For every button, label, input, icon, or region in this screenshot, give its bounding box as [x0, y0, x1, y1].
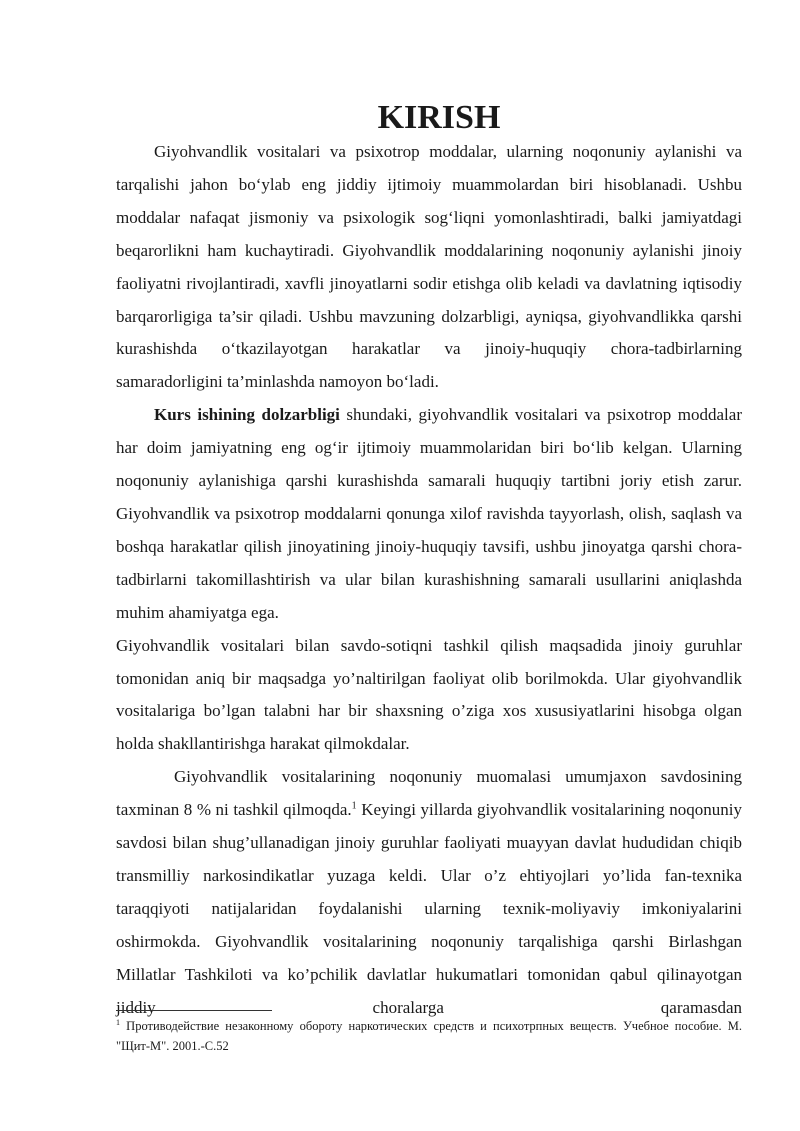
relevance-heading: Kurs ishining dolzarbligi: [154, 405, 340, 425]
footnote-text: Противодействие незаконному обороту наркотических средств и психотрпных веществ. Учебное пособие. М. "Щит-М". 2001.-С.52: [116, 1019, 742, 1053]
paragraph-trade: [116, 761, 742, 1024]
trade-text-b: Keyingi yillarda giyohvandlik vositalarining noqonuniy savdosi bilan shug’ullanadigan jinoiy guruhlar faoliyati muayyan davlat hududidan chiqib transmilliy narkosindikatlar yuzaga keldi. Ular o’z ehtiyojlari yo’lida fan-texnika taraqqiyoti natijalaridan foydalanishi ularning texnik-moliyaviy imkoniyalarini oshirmokda. Giyohvandlik vositalarining noqonuniy tarqalishiga qarshi Birlashgan Millatlar Tashkiloti va ko’pchilik davlatlar hukumatlari tomonidan qabul qilinayotgan jiddiy choralarga qaramasdan: [116, 800, 742, 1017]
paragraph-relevance: [116, 399, 742, 629]
relevance-text: shundaki, giyohvandlik vositalari va psixotrop moddalar har doim jamiyatning eng og‘ir ijtimoiy muammolaridan biri bo‘lib kelgan. Ularning noqonuniy aylanishiga qarshi kurashishda samarali huquqiy tartibni joriy etish zarur. Giyohvandlik va psixotrop moddalarni qonunga xilof ravishda tayyorlash, olish, saqlash va boshqa harakatlar qilish jinoyatining jinoiy-huquqiy tavsifi, ushbu jinoyatga qarshi chora-tadbirlarni takomillashtirish va ular bilan kurashishning samarali usullarini aniqlashda muhim ahamiyatga ega.: [116, 405, 742, 622]
document-body: [116, 100, 742, 1024]
page-title: KIRISH: [377, 99, 501, 136]
footnote-separator: [116, 1010, 272, 1011]
trade-text-a: Giyohvandlik vositalarining noqonuniy muomalasi umumjaxon savdosining taxminan 8 % ni tashkil qilmoqda.: [116, 767, 742, 820]
paragraph-intro: Giyohvandlik vositalari va psixotrop moddalar, ularning noqonuniy aylanishi va tarqalishi jahon bo‘ylab eng jiddiy ijtimoiy muammolardan biri hisoblanadi. Ushbu moddalar nafaqat jismoniy va psixologik sog‘liqni yomonlashtiradi, balki jamiyatdagi beqarorlikni ham kuchaytiradi. Giyohvandlik moddalarining noqonuniy aylanishi jinoiy faoliyatni rivojlantiradi, xavfli jinoyatlarni sodir etishga olib keladi va davlatning iqtisodiy barqarorligiga ta’sir qiladi. Ushbu mavzuning dolzarbligi, ayniqsa, giyohvandlikka qarshi kurashishda o‘tkazilayotgan harakatlar va jinoiy-huquqiy chora-tadbirlarning samaradorligini ta’minlashda namoyon bo‘ladi.: [116, 142, 742, 392]
footnote: [116, 1016, 742, 1056]
footnote-marker: 1: [116, 1017, 120, 1027]
paragraph-criminal-groups: Giyohvandlik vositalari bilan savdo-sotiqni tashkil qilish maqsadida jinoiy guruhlar tomonidan aniq bir maqsadga yo’naltirilgan faoliyat olib borilmokda. Ular giyohvandlik vositalariga bo’lgan talabni har bir shaxsning o’ziga xos xususiyatlarini hisobga olgan holda shakllantirishga harakat qilmokdalar.: [116, 635, 742, 754]
footnote-reference[interactable]: 1: [351, 800, 357, 812]
